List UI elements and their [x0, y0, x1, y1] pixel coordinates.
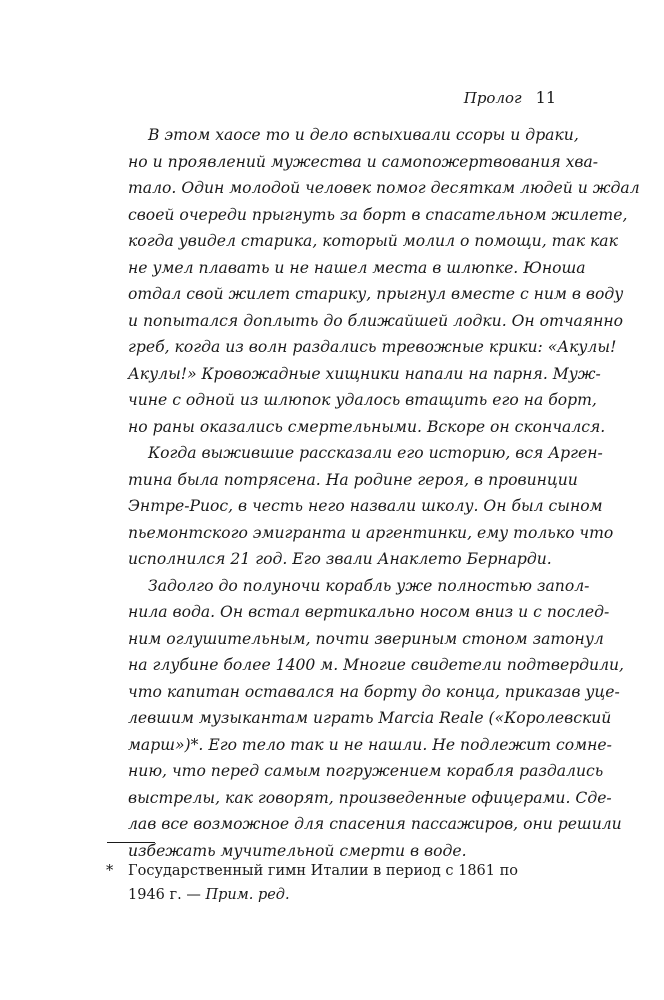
footnote-text: Государственный гимн Италии в период с 1861 по 1946 г. —: [128, 863, 519, 903]
text-line: тина была потрясена. На родине героя, в провинции: [128, 470, 578, 489]
text-line: Когда выжившие рассказали его историю, вся Арген-: [148, 444, 603, 462]
footnote-marker: *: [106, 863, 114, 879]
text-line: ним оглушительным, почти звериным стоном затонул: [128, 629, 604, 648]
text-line: отдал свой жилет старику, прыгнул вместе с ним в воду: [128, 285, 624, 303]
text-line: нию, что перед самым погружением корабля раздались: [128, 762, 604, 780]
page-number: 11: [535, 88, 556, 107]
text-line: левшим музыкантам играть Marcia Reale («Королевский: [128, 709, 612, 727]
text-line: В этом хаосе то и дело вспыхивали ссоры и драки,: [148, 126, 579, 144]
text-line: когда увидел старика, который молил о помощи, так как: [128, 232, 618, 250]
text-line: избежать мучительной смерти в воде.: [128, 841, 467, 860]
text-line: пьемонтского эмигранта и аргентинки, ему только что: [128, 523, 614, 542]
footnote: [106, 859, 556, 907]
section-title: Пролог: [463, 89, 522, 107]
text-line: но раны оказались смертельными. Вскоре он скончался.: [128, 417, 606, 436]
footnote-divider: [107, 842, 155, 843]
running-header: [464, 88, 556, 107]
text-line: но и проявлений мужества и самопожертвования хва-: [128, 152, 599, 171]
text-line: выстрелы, как говорят, произведенные офицерами. Сде-: [128, 788, 612, 807]
text-line: Задолго до полуночи корабль уже полностью запол-: [148, 576, 590, 595]
text-line: своей очереди прыгнуть за борт в спасательном жилете,: [128, 205, 628, 224]
text-line: тало. Один молодой человек помог десяткам людей и ждал: [128, 179, 640, 197]
footnote-editor-note: Прим. ред.: [205, 887, 290, 903]
text-line: чине с одной из шлюпок удалось втащить его на борт,: [128, 391, 597, 409]
text-line: Акулы!» Кровожадные хищники напали на парня. Муж-: [128, 364, 601, 383]
text-line: не умел плавать и не нашел места в шлюпке. Юноша: [128, 258, 586, 277]
text-line: на глубине более 1400 м. Многие свидетели подтвердили,: [128, 656, 625, 674]
text-line: Энтре-Риос, в честь него назвали школу. Он был сыном: [128, 497, 603, 515]
body-text: [128, 122, 640, 864]
text-line: что капитан оставался на борту до конца, приказав уце-: [128, 682, 620, 701]
text-line: лав все возможное для спасения пассажиров, они решили: [128, 815, 622, 833]
text-line: марш»)*. Его тело так и не нашли. Не подлежит сомне-: [128, 735, 612, 754]
text-line: нила вода. Он встал вертикально носом вниз и с послед-: [128, 603, 610, 621]
text-line: греб, когда из волн раздались тревожные крики: «Акулы!: [128, 338, 617, 356]
text-line: исполнился 21 год. Его звали Анаклето Бернарди.: [128, 550, 552, 568]
text-line: и попытался доплыть до ближайшей лодки. Он отчаянно: [128, 311, 624, 330]
